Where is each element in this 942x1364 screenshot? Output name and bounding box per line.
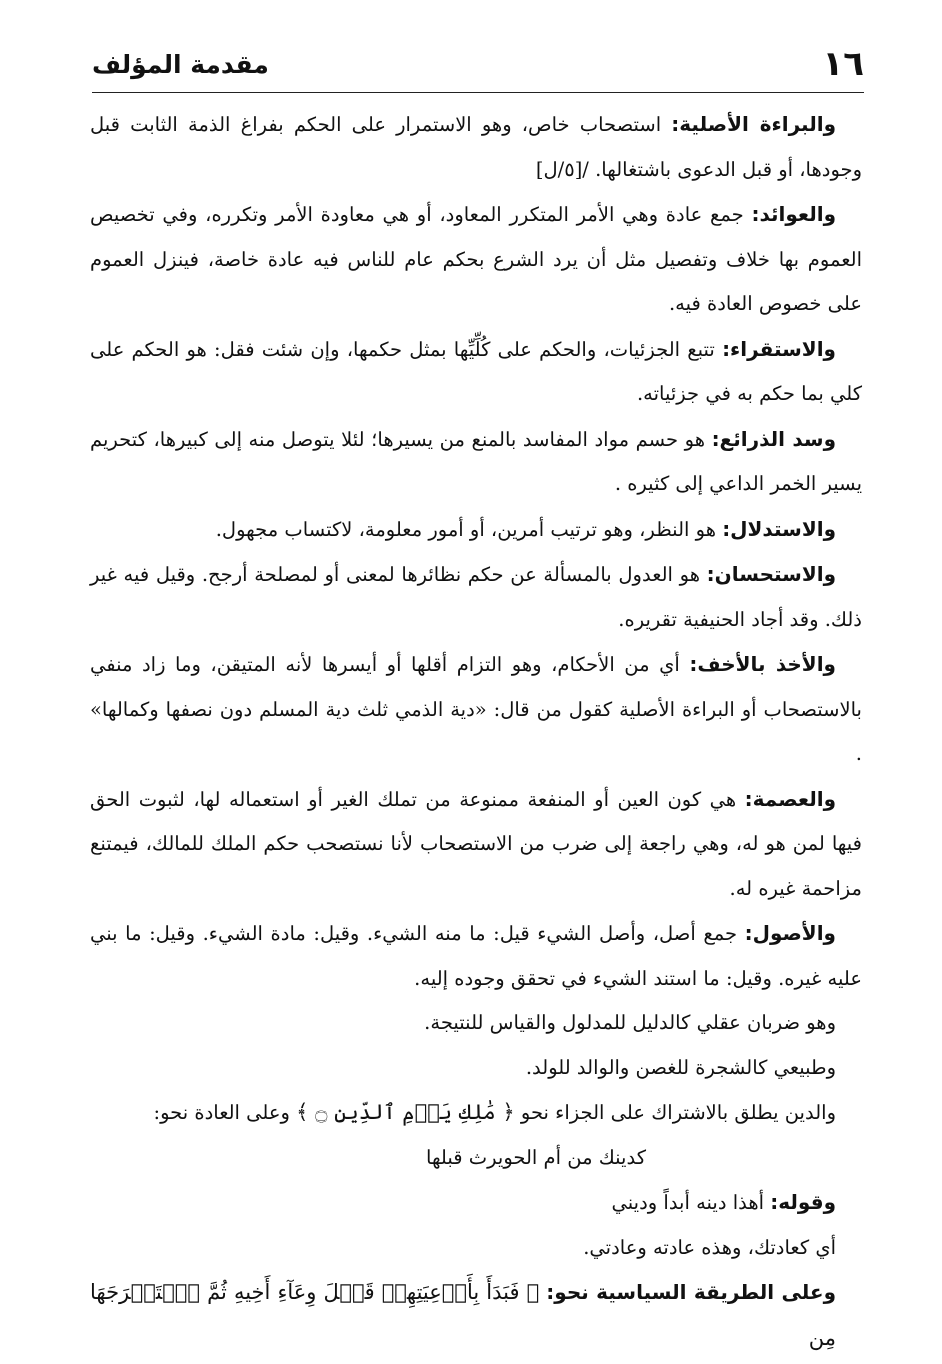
- definition-term: والعوائد:: [751, 202, 836, 226]
- qawluhu-text: أهذا دينه أبداً وديني: [611, 1191, 771, 1214]
- running-title: مقدمة المؤلف: [92, 50, 269, 79]
- definition-term: والاستقراء:: [722, 336, 836, 361]
- religion-line-end: وعلى العادة نحو:: [153, 1101, 297, 1124]
- definition-text: هو النظر، وهو ترتيب أمرين، أو أمور معلومة، لاكتساب مجهول.: [215, 517, 723, 541]
- definition-entry: [90, 642, 862, 777]
- poetry-verse: كدينك من أم الحويرث قبلها: [426, 1145, 646, 1169]
- definition-entry: [90, 552, 862, 642]
- definition-entry: [90, 102, 862, 192]
- definition-term: والأخذ بالأخف:: [689, 652, 836, 676]
- definition-entry: [90, 417, 862, 507]
- body-line: وطبيعي كالشجرة للغصن والوالد للولد.: [525, 1055, 836, 1079]
- final-quran-quote: ﴿ فَبَدَأَ بِأَوۡعِيَتِهِمۡ قَبۡلَ وِعَآءِ أَخِيهِ ثُمَّ ٱسۡتَخۡرَجَهَا مِن: [90, 1280, 836, 1350]
- religion-line: [90, 1090, 862, 1136]
- definition-entry: [90, 192, 862, 327]
- definition-text: هو حسم مواد المفاسد بالمنع من يسيرها؛ لئلا يتوصل منه إلى كبيرها، كتحريم يسير الخمر الداعي إلى كثيره .: [90, 427, 862, 495]
- body-line: وهو ضربان عقلي كالدليل للمدلول والقياس للنتيجة.: [424, 1011, 836, 1034]
- meaning-line: أي كعادتك، وهذه عادته وعادتي.: [583, 1235, 836, 1259]
- final-line: [90, 1270, 862, 1361]
- definition-entry: [90, 507, 862, 553]
- qawluhu-term: وقوله:: [770, 1190, 836, 1214]
- definition-term: والاستحسان:: [706, 562, 836, 586]
- definition-term: وسد الذرائع:: [711, 426, 836, 451]
- definition-entry: [90, 327, 862, 417]
- definition-text: هي كون العين أو المنفعة ممنوعة من تملك الغير أو استعماله لها، لثبوت الحق فيها لمن هو له، وهي راجعة إلى ضرب من الاستصحاب لأنا نستصحب حكم الملك للمالك، فيمتنع مزاحمة غيره له.: [90, 787, 862, 900]
- definition-term: والأصول:: [744, 921, 836, 945]
- definition-term: والبراءة الأصلية:: [671, 112, 837, 136]
- religion-line-start: والدين يطلق بالاشتراك على الجزاء نحو: [514, 1101, 836, 1124]
- quran-quote: ﴿ مَٰلِكِ يَوۡمِ ٱلدِّينِ ۝ ﴾: [296, 1100, 515, 1124]
- definition-entry: [90, 911, 862, 1001]
- definition-text: جمع عادة وهي الأمر المتكرر المعاود، أو هي معاودة الأمر وتكرره، وفي تخصيص العموم بها خلاف وتفصيل مثل أن يرد الشرع بحكم عام للناس فيه عادة خاصة، فينزل العموم على خصوص العادة فيه.: [90, 203, 862, 315]
- page-header: [92, 40, 864, 93]
- definition-term: والعصمة:: [744, 786, 836, 811]
- definition-term: والاستدلال:: [722, 516, 836, 541]
- definition-text: هو العدول بالمسألة عن حكم نظائرها لمعنى أو لمصلحة أرجح. وقيل فيه غير ذلك. وقد أجاد الحنيفية تقريره.: [90, 563, 862, 631]
- page-body: [90, 102, 862, 1361]
- page-number: ١٦: [822, 44, 864, 84]
- definition-text: جمع أصل، وأصل الشيء قيل: ما منه الشيء. وقيل: مادة الشيء. وقيل: ما بني عليه غيره. وقيل: ما استند الشيء في تحقق وجوده إليه.: [90, 922, 862, 990]
- definition-entry: [90, 777, 862, 912]
- final-term: وعلى الطريقة السياسية نحو:: [546, 1280, 837, 1304]
- definition-text: تتبع الجزئيات، والحكم على كُلِّيِّها بمثل حكمها، وإن شئت فقل: هو الحكم على كلي بما حكم به في جزئياته.: [90, 337, 862, 405]
- definition-text: استصحاب خاص، وهو الاستمرار على الحكم بفراغ الذمة الثابت قبل وجودها، أو قبل الدعوى باشتغالها. /[٥/ل]: [90, 113, 862, 181]
- qawluhu-line: [90, 1180, 862, 1226]
- definition-text: أي من الأحكام، وهو التزام أقلها أو أيسرها لأنه المتيقن، وما زاد منفي بالاستصحاب أو البراءة الأصلية كقول من قال: «دية الذمي ثلث دية المسلم دون نصفها وكمالها» .: [90, 653, 862, 765]
